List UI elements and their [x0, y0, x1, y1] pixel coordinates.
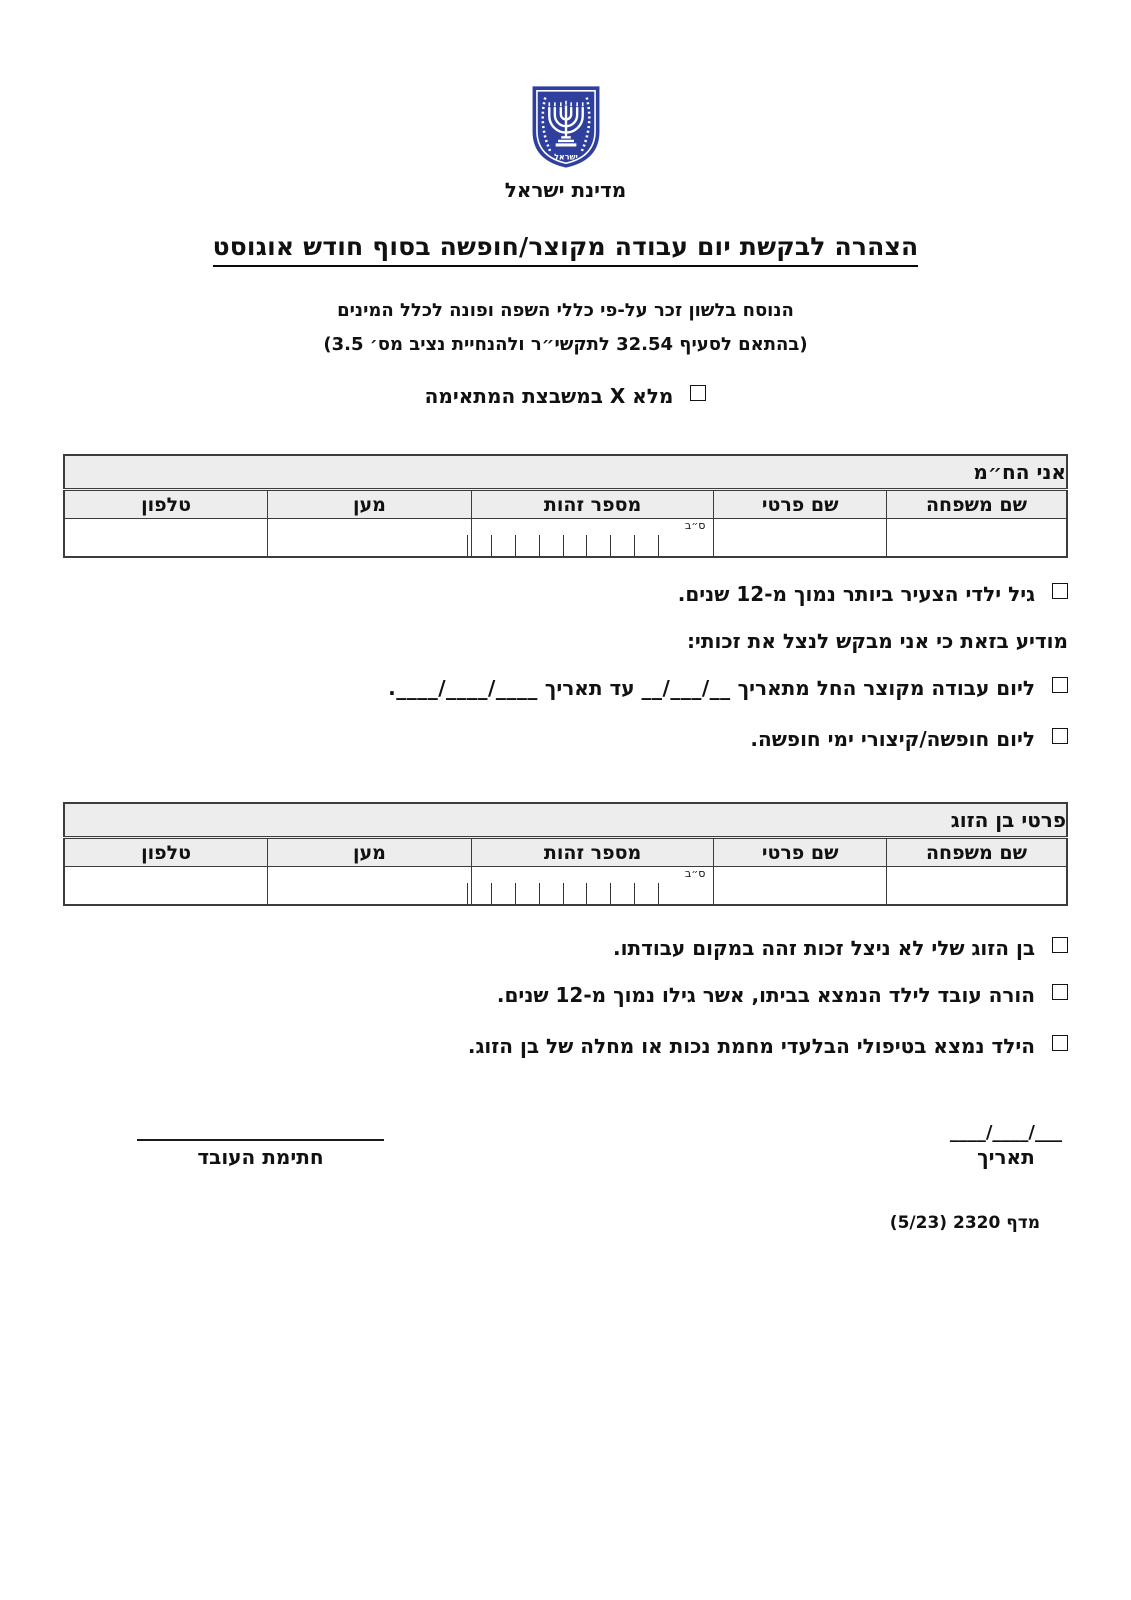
- spouse-family-name-cell[interactable]: [886, 867, 1067, 906]
- spouse-col-id-number: מספר זהות: [471, 838, 714, 867]
- no-double-benefit-checkbox[interactable]: [1052, 937, 1068, 953]
- short-day-text-middle: עד תאריך: [544, 676, 635, 700]
- spouse-address-cell[interactable]: [268, 867, 472, 906]
- spouse-col-address: מען: [268, 838, 472, 867]
- vacation-option-line: [63, 727, 1068, 752]
- notice-line: מודיע בזאת כי אני מבקש לנצל את זכותי:: [686, 629, 1068, 653]
- check-digit-label: ס״ב: [684, 519, 706, 532]
- subtitle-regulation-note: (בהתאם לסעיף 32.54 לתקשי״ר ולהנחיית נציב מס׳ 3.5): [323, 334, 808, 355]
- form-number: מדף 2320 (5/23): [889, 1213, 1040, 1233]
- fill-instruction-text: מלא X במשבצת המתאימה: [424, 384, 674, 408]
- child-age-checkbox[interactable]: [1052, 583, 1068, 599]
- short-day-end-date-blank[interactable]: ____/____/____.: [388, 676, 538, 700]
- sample-checkbox-icon: [690, 385, 706, 401]
- signature-section: [63, 1121, 1068, 1169]
- date-block: [950, 1123, 1062, 1169]
- signature-label: חתימת העובד: [197, 1145, 324, 1169]
- no-double-benefit-line: [63, 936, 1068, 961]
- vacation-checkbox[interactable]: [1052, 728, 1068, 744]
- id-digit-boxes: [467, 535, 681, 556]
- spouse-table: [63, 802, 1068, 906]
- spouse-id-digit-boxes: [467, 883, 681, 904]
- col-id-number: מספר זהות: [471, 490, 714, 519]
- spouse-check-digit-label: ס״ב: [684, 867, 706, 880]
- state-name: מדינת ישראל: [504, 178, 627, 202]
- spouse-phone-cell[interactable]: [64, 867, 268, 906]
- emblem-label: ישראל: [553, 152, 578, 162]
- declarant-first-name-cell[interactable]: [714, 519, 887, 558]
- col-address: מען: [268, 490, 472, 519]
- spouse-col-first-name: שם פרטי: [714, 838, 887, 867]
- signature-block: [133, 1121, 388, 1169]
- declarant-family-name-cell[interactable]: [886, 519, 1067, 558]
- spouse-table-title: פרטי בן הזוג: [64, 803, 1067, 838]
- short-day-text-before: ליום עבודה מקוצר החל מתאריך: [737, 676, 1036, 700]
- no-double-benefit-text: בן הזוג שלי לא ניצל זכות זהה במקום עבודתו.: [612, 936, 1036, 960]
- sole-care-checkbox[interactable]: [1052, 1035, 1068, 1051]
- spouse-col-phone: טלפון: [64, 838, 268, 867]
- declarant-table: [63, 454, 1068, 558]
- short-day-option-line: [63, 676, 1068, 701]
- short-day-checkbox[interactable]: [1052, 677, 1068, 693]
- page-title: הצהרה לבקשת יום עבודה מקוצר/חופשה בסוף חודש אוגוסט: [213, 232, 919, 267]
- signature-fill-line[interactable]: [137, 1121, 384, 1141]
- date-label: תאריך: [977, 1145, 1035, 1169]
- child-age-text: גיל ילדי הצעיר ביותר נמוך מ-12 שנים.: [677, 582, 1036, 606]
- declarant-id-number-cell[interactable]: [471, 519, 714, 558]
- working-parent-checkbox[interactable]: [1052, 984, 1068, 1000]
- col-phone: טלפון: [64, 490, 268, 519]
- israel-emblem-icon: [526, 84, 606, 170]
- short-day-start-date-blank[interactable]: __/___/__: [641, 676, 731, 700]
- col-family-name: שם משפחה: [886, 490, 1067, 519]
- declarant-table-title: אני הח״מ: [64, 455, 1067, 490]
- date-fill-blank[interactable]: ___/____/____: [949, 1122, 1062, 1143]
- vacation-text: ליום חופשה/קיצורי ימי חופשה.: [750, 727, 1036, 751]
- spouse-first-name-cell[interactable]: [714, 867, 887, 906]
- child-age-line: [63, 582, 1068, 607]
- spouse-id-number-cell[interactable]: [471, 867, 714, 906]
- sole-care-line: [63, 1034, 1068, 1059]
- title-container: [63, 232, 1068, 267]
- declarant-phone-cell[interactable]: [64, 519, 268, 558]
- working-parent-line: [63, 983, 1068, 1008]
- subtitle-gender-note: הנוסח בלשון זכר על-פי כללי השפה ופונה לכלל המינים: [337, 300, 794, 321]
- spouse-col-family-name: שם משפחה: [886, 838, 1067, 867]
- col-first-name: שם פרטי: [714, 490, 887, 519]
- sole-care-text: הילד נמצא בטיפולי הבלעדי מחמת נכות או מחלה של בן הזוג.: [467, 1034, 1036, 1058]
- fill-instruction-line: [63, 384, 1068, 408]
- working-parent-text: הורה עובד לילד הנמצא בביתו, אשר גילו נמוך מ-12 שנים.: [496, 983, 1036, 1007]
- declarant-address-cell[interactable]: [268, 519, 472, 558]
- emblem-container: [63, 0, 1068, 170]
